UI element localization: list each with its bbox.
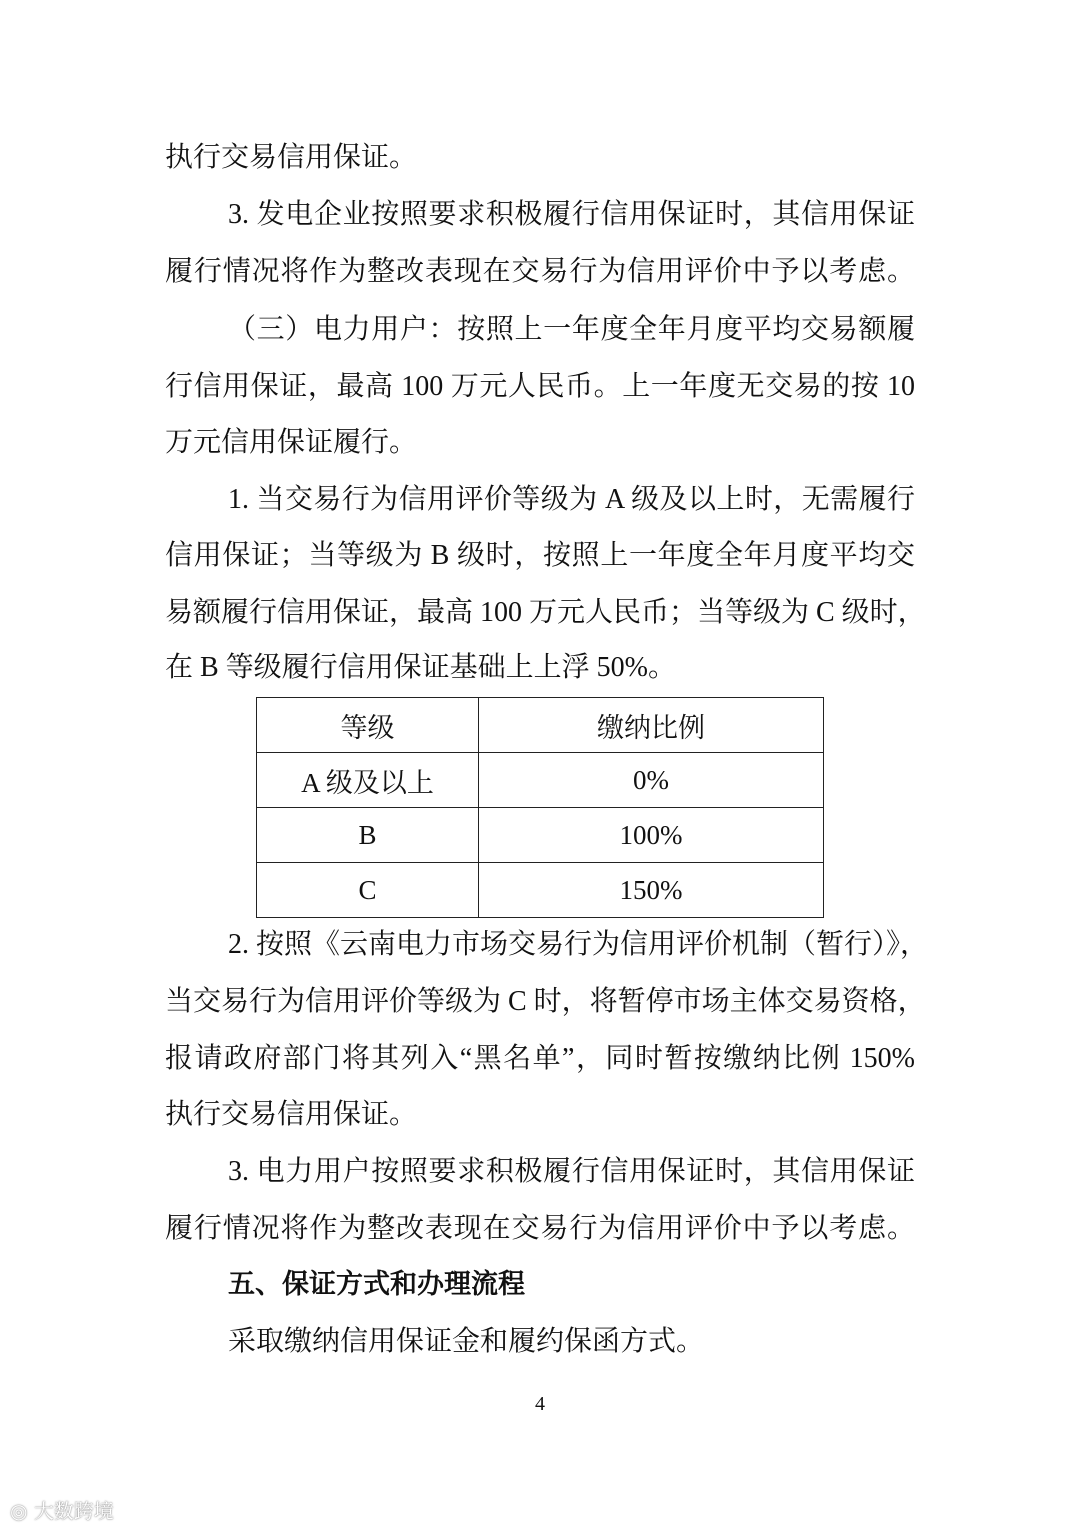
paragraph-line: 2. 按照《云南电力市场交易行为信用评价机制（暂行）》，	[228, 929, 929, 960]
table-row	[257, 808, 824, 863]
header-grade: 等级	[257, 698, 479, 753]
watermark-text: 大数跨境	[33, 1499, 114, 1523]
paragraph-line: 执行交易信用保证。	[165, 142, 418, 173]
paragraph-line: 万元信用保证履行。	[165, 427, 418, 458]
paragraph-line: 报请政府部门将其列入“黑名单”，同时暂按缴纳比例 150%	[165, 1043, 915, 1074]
cell-grade: C	[257, 863, 479, 918]
section-heading: 五、保证方式和办理流程	[228, 1269, 525, 1300]
paragraph-line: 行信用保证，最高 100 万元人民币。上一年度无交易的按 10	[165, 371, 915, 402]
cell-grade: A 级及以上	[257, 753, 479, 808]
paragraph-line: （三）电力用户：按照上一年度全年月度平均交易额履	[228, 314, 915, 345]
cell-ratio: 150%	[479, 863, 824, 918]
paragraph-line: 采取缴纳信用保证金和履约保函方式。	[228, 1326, 705, 1357]
table-row	[257, 863, 824, 918]
paragraph-line: 执行交易信用保证。	[165, 1099, 418, 1130]
table-header-row	[257, 698, 824, 753]
paragraph-line: 信用保证；当等级为 B 级时，按照上一年度全年月度平均交	[165, 540, 915, 571]
paragraph-line: 3. 电力用户按照要求积极履行信用保证时，其信用保证	[228, 1156, 915, 1187]
paragraph-line: 当交易行为信用评价等级为 C 时，将暂停市场主体交易资格，	[165, 986, 926, 1017]
header-ratio: 缴纳比例	[479, 698, 824, 753]
table-row	[257, 753, 824, 808]
paragraph-line: 3. 发电企业按照要求积极履行信用保证时，其信用保证	[228, 199, 915, 230]
paragraph-line: 易额履行信用保证，最高 100 万元人民币；当等级为 C 级时，	[165, 597, 926, 628]
watermark-logo: ◎ 大数跨境	[10, 1499, 114, 1523]
cell-ratio: 0%	[479, 753, 824, 808]
page-number: 4	[535, 1393, 545, 1415]
paragraph-line: 1. 当交易行为信用评价等级为 A 级及以上时，无需履行	[228, 484, 915, 515]
paragraph-line: 履行情况将作为整改表现在交易行为信用评价中予以考虑。	[165, 1213, 915, 1244]
cell-ratio: 100%	[479, 808, 824, 863]
paragraph-line: 履行情况将作为整改表现在交易行为信用评价中予以考虑。	[165, 256, 915, 287]
cell-grade: B	[257, 808, 479, 863]
paragraph-line: 在 B 等级履行信用保证基础上上浮 50%。	[165, 652, 677, 683]
guarantee-ratio-table	[256, 697, 824, 918]
